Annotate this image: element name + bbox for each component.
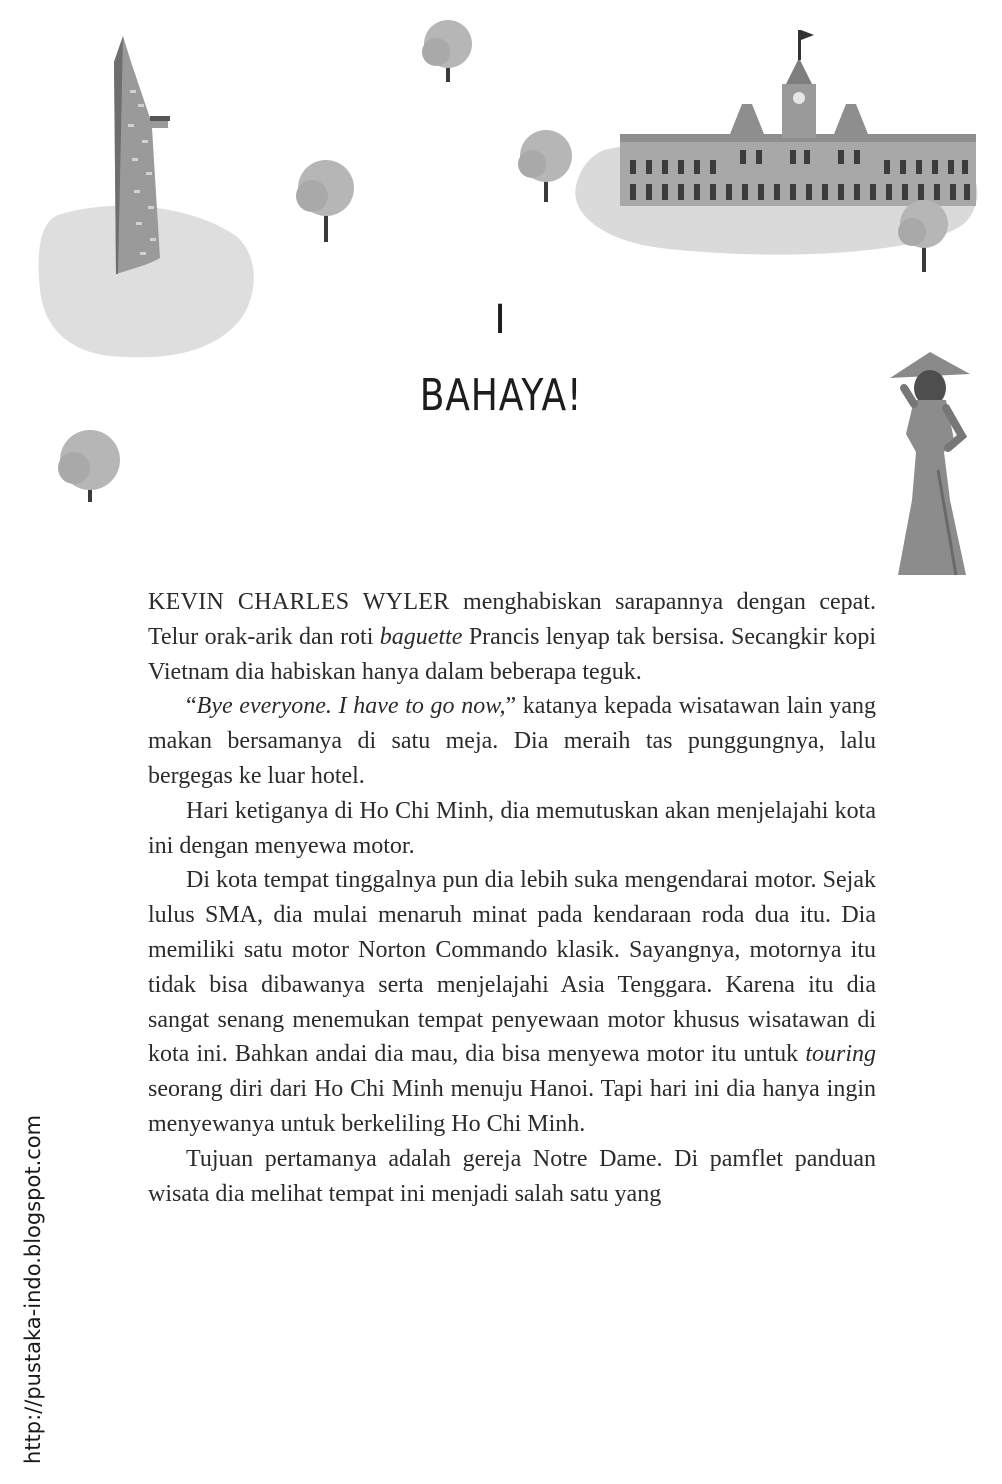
chapter-number: I (494, 297, 508, 343)
city-hall-illustration (620, 30, 976, 206)
tree-right (898, 200, 948, 272)
paragraph-4-text-a: Di kota tempat tinggalnya pun dia lebih suka mengendarai motor. Sejak lulus SMA, dia mulai menaruh minat pada kendaraan roda dua itu. Dia memiliki satu motor Norton Commando klasik. Sayangnya, motornya itu tidak bisa dibawanya serta menjelajahi Asia Tenggara. Karena itu dia sangat senang menemukan tempat penyewaan motor khusus wisatawan di kota ini. Bahkan andai dia mau, dia bisa menyewa motor itu untuk (148, 867, 876, 1068)
paragraph-1-text-a: menghabiskan sarapannya dengan cepat. Telur orak-arik dan roti (148, 589, 876, 650)
paragraph-1-text-b: Prancis lenyap tak bersisa. Secangkir kopi Vietnam dia habiskan hanya dalam beberapa teguk. (148, 623, 876, 685)
paragraph-2-open-quote: “ (186, 693, 197, 720)
paragraph-2 (148, 689, 876, 793)
paragraph-2-text-a: ” katanya kepada wisatawan lain yang makan bersamanya di satu meja. Dia meraih tas punggungnya, lalu bergegas ke luar hotel. (148, 693, 877, 789)
paragraph-4-text-b: seorang diri dari Ho Chi Minh menuju Hanoi. Tapi hari ini dia hanya ingin menyewanya untuk berkeliling Ho Chi Minh. (148, 1076, 876, 1137)
watermark (6, 1112, 45, 1464)
chapter-body (148, 585, 876, 1211)
paragraph-3-text-a: Hari ketiganya di Ho Chi Minh, dia memutuskan akan menjelajahi kota ini dengan menyewa motor. (148, 797, 876, 859)
paragraph-4-italic: touring (805, 1041, 876, 1068)
paragraph-1-italic: baguette (379, 623, 463, 650)
chapter-illustration (0, 0, 1002, 580)
watermark-text: http://pustaka-indo.blogspot.com (21, 1114, 45, 1464)
paragraph-1-lead: KEVIN CHARLES WYLER (148, 589, 450, 615)
tree-middle-center (518, 130, 572, 202)
paragraph-5-text-a: Tujuan pertamanya adalah gereja Notre Dame. Di pamflet panduan wisata dia melihat tempat ini menjadi salah satu yang (148, 1145, 876, 1207)
paragraph-3 (148, 794, 876, 864)
paragraph-5 (148, 1142, 876, 1212)
tree-lower-left (58, 430, 120, 502)
chapter-title: BAHAYA! (419, 370, 583, 421)
paragraph-4 (148, 863, 876, 1141)
tree-middle-left (296, 160, 354, 242)
paragraph-2-italic: Bye everyone. I have to go now, (196, 693, 506, 720)
tree-top-center (422, 20, 472, 82)
paragraph-1 (148, 585, 876, 689)
